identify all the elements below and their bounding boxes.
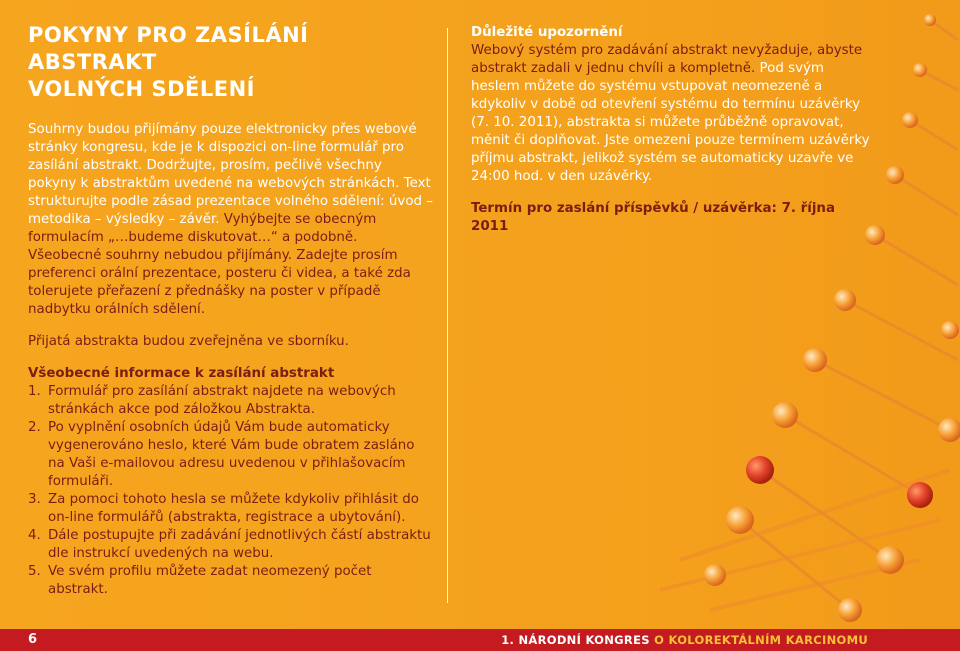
title-line-2: VOLNÝCH SDĚLENÍ xyxy=(28,77,255,101)
footer-bar xyxy=(0,629,960,651)
intro-dark-text: Vyhýbejte se obecným formulacím „…budeme diskutovat…“ a podobně. Všeobecné souhrny nebudou přijímány. Zadejte prosím preferenci orální prezentace, posteru či videa, a také zda tolerujete přeřazení z přednášky na poster v případě nadbytku orálních sdělení. xyxy=(28,212,411,317)
intro-white-text: Souhrny budou přijímány pouze elektronicky přes webové stránky kongresu, kde je k dispozici on-line formulář pro zasílání abstrakt. Dodržujte, prosím, pečlivě všechny pokyny k abstraktům uvedené na webových stránkách. Text strukturujte podle zásad prezentace volného sdělení: úvod – metodika – výsledky – závěr. xyxy=(28,122,433,227)
page-number: 6 xyxy=(28,632,38,647)
intro-paragraph xyxy=(28,121,433,319)
list-item: 2. Po vyplnění osobních údajů Vám bude automaticky vygenerováno heslo, které Vám bude obratem zasláno na Vaši e-mailovou adresu uvedenou v přihlašovacím formuláři. xyxy=(28,420,415,489)
column-divider xyxy=(447,28,448,603)
notice-white-text: Pod svým heslem můžete do systému vstupovat neomezeně a kdykoliv v době od otevření systému do termínu uzávěrky (7. 10. 2011), abstrakta si můžete průběžně opravovat, měnit či doplňovat. Jste omezeni pouze termínem uzávěrky příjmu abstrakt, jelikož systém se automaticky uzavře ve 24:00 hod. v den uzávěrky. xyxy=(471,61,870,184)
notice-dark-text: Webový systém pro zadávání abstrakt nevyžaduje, abyste abstrakt zadali v jednu chvíli a kompletně. xyxy=(471,43,863,76)
left-column xyxy=(28,22,433,599)
title-line-1: POKYNY PRO ZASÍLÁNÍ ABSTRAKT xyxy=(28,23,309,74)
page-title xyxy=(28,22,433,103)
general-info-heading: Všeobecné informace k zasílání abstrakt xyxy=(28,366,335,381)
congress-title: 1. NÁRODNÍ KONGRES O KOLOREKTÁLNÍM KARCINOMU xyxy=(501,633,868,647)
important-notice-heading: Důležité upozornění xyxy=(471,25,623,40)
deadline-text: Termín pro zaslání příspěvků / uzávěrka: 7. října 2011 xyxy=(471,201,835,234)
list-item: 1. Formulář pro zasílání abstrakt najdete na webových stránkách akce pod záložkou Abstrakta. xyxy=(28,384,396,417)
list-item: 4. Dále postupujte při zadávání jednotlivých částí abstraktu dle instrukcí uvedených na webu. xyxy=(28,528,431,561)
list-item: 3. Za pomoci tohoto hesla se můžete kdykoliv přihlásit do on-line formulářů (abstrakta, registrace a ubytování). xyxy=(28,492,419,525)
published-note: Přijatá abstrakta budou zveřejněna ve sborníku. xyxy=(28,334,349,349)
right-column xyxy=(471,24,871,236)
list-item: 5. Ve svém profilu můžete zadat neomezený počet abstrakt. xyxy=(28,564,372,597)
notice-paragraph xyxy=(471,42,871,186)
instructions-list xyxy=(28,383,433,599)
